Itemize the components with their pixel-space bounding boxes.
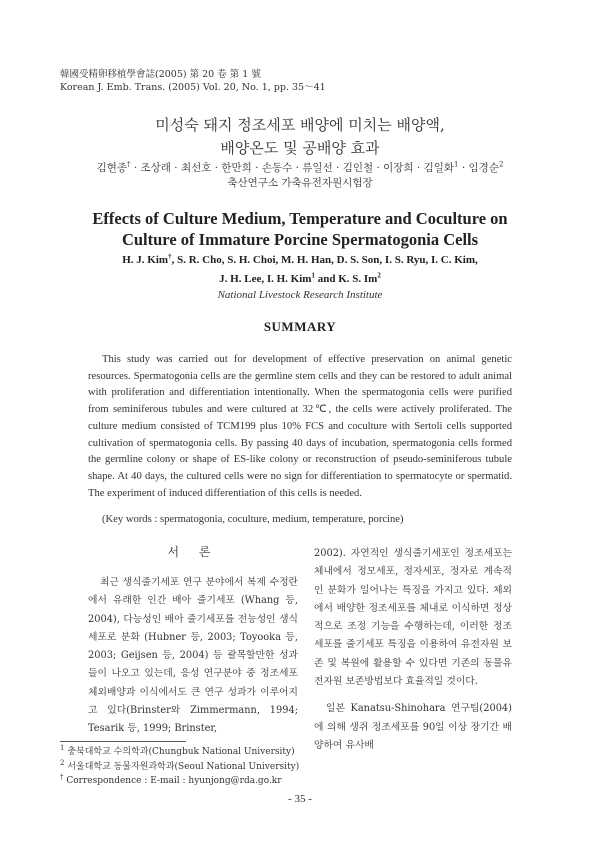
footnote-1 (60, 745, 299, 760)
english-author-last: and K. S. Im (314, 273, 378, 285)
intro-heading: 서 론 (167, 545, 219, 559)
footnote-2 (60, 760, 299, 775)
intro-paragraph: 일본 Kanatsu-Shinohara 연구팀(2004)에 의해 생쥐 정조세포를 90일 이상 장기간 배양하여 유사배 (314, 703, 512, 751)
english-title-line2: Culture of Immature Porcine Spermatogonia Cells (121, 230, 479, 249)
keywords: (Key words : spermatogonia, coculture, medium, temperature, porcine) (102, 514, 404, 525)
english-author-continued: J. H. Lee, I. H. Kim (219, 273, 312, 285)
english-author-first: H. J. Kim (122, 254, 169, 266)
footnote-mark: 1 (60, 744, 65, 752)
footnote-text: 충북대학교 수의학과(Chungbuk National University) (67, 747, 295, 757)
footnote-divider (60, 741, 186, 742)
journal-line-korean: 韓國受精卵移植學會誌(2005) 第 20 卷 第 1 號 (60, 69, 261, 80)
dagger-mark: † (127, 160, 131, 169)
footnote-text: Correspondence : E-mail : hyunjong@rda.go.kr (66, 776, 282, 786)
korean-authors (0, 161, 600, 191)
korean-title-line1: 미성숙 돼지 정조세포 배양에 미치는 배양액, (155, 116, 445, 134)
korean-author-rest: · 조상래 · 최선호 · 한만희 · 손동수 · 류일선 · 김인철 · 이장희 · 김일화 (130, 162, 455, 174)
footnote-text: 서울대학교 동물자원과학과(Seoul National University) (67, 761, 300, 772)
english-authors-line1 (0, 251, 600, 270)
footnote-3 (60, 774, 299, 789)
korean-institute: 축산연구소 가축유전자원시험장 (227, 177, 373, 189)
korean-title (0, 114, 600, 160)
english-title-line1: Effects of Culture Medium, Temperature and Coculture on (92, 209, 508, 228)
korean-title-line2: 배양온도 및 공배양 효과 (220, 139, 380, 157)
footnote-mark: 2 (60, 758, 65, 767)
english-authors (0, 251, 600, 289)
body-column-left (88, 574, 298, 739)
affil-mark-1: 1 (454, 160, 459, 169)
footnote-mark: † (60, 773, 64, 781)
korean-author-names (0, 161, 600, 176)
body-column-right (314, 545, 512, 755)
footnotes (60, 745, 299, 789)
english-title (0, 208, 600, 250)
english-author-rest: , S. R. Cho, S. H. Choi, M. H. Han, D. S. Son, I. S. Ryu, I. C. Kim, (171, 254, 478, 266)
korean-author-last: · 임경순 (458, 162, 499, 174)
dagger-mark: † (168, 252, 172, 261)
summary-heading: SUMMARY (263, 319, 337, 334)
english-authors-line2 (0, 270, 600, 289)
affil-mark-2: 2 (377, 271, 381, 280)
affil-mark-1: 1 (311, 271, 315, 280)
intro-paragraph: 최근 생식줄기세포 연구 분야에서 복제 수정란에서 유래한 인간 배아 줄기세포 (Whang 등, 2004), 다능성인 배아 줄기세포를 전능성인 생식세포로 분화 (Hubner 등, 2003; Toyooka 등, 2003; Geijsen 등, 2004) 등 괄목할만한 성과들이 나오고 있는데, 응성 연구분야 중 정조세포 체외배양과 이식에서도 큰 연구 성과가 이루어지고 있다(Brinster와 Zimmermann, 1994; Tesarik 등, 1999; Brinster, (88, 577, 298, 735)
abstract (88, 352, 512, 502)
page-number: - 35 - (288, 793, 312, 805)
journal-line-english: Korean J. Emb. Trans. (2005) Vol. 20, No. 1, pp. 35～41 (60, 82, 326, 93)
affil-mark-2: 2 (498, 160, 504, 169)
intro-paragraph-continued: 2002). 자연적인 생식줄기세포인 정조세포는 체내에서 정모세포, 정자세포, 정자로 계속적인 분화가 일어나는 특징을 가지고 있다. 체외에서 배양한 정조세포를 체내로 이식하면 정상적으로 조정 기능을 수행하는데, 이러한 정조세포를 줄기세포 특징을 이용하여 유전자원 보존 및 복원에 활용할 수 있다면 기존의 동물유전자원 보존방법보다 효율적일 것이다. (314, 548, 512, 688)
abstract-text: This study was carried out for development of effective preservation on animal genetic resources. Spermatogonia cells are the germline stem cells and they can be restored to adult animal with proliferation and differentiation intentionally. When the spermatogonia cells were purified from seminiferous tubules and were cultured at 32℃, the cells were actively proliferated. The culture medium consisted of TCM199 plus 10% FCS and coculture with Sertoli cells supported cultivation of spermatogonia cells. By passing 40 days of incubation, spermatogonia cells formed the germline colony or shape of ES-like colony or reconstruction of pseudo-seminiferous tubule shape. At 40 days, the cultured cells were no sign for differentiation to spermatocyte or spermatid. The experiment of induced differentiation of this cells is needed. (88, 354, 512, 499)
korean-author-first: 김현종 (96, 162, 127, 174)
affiliation: National Livestock Research Institute (217, 289, 383, 301)
journal-header (60, 68, 326, 94)
